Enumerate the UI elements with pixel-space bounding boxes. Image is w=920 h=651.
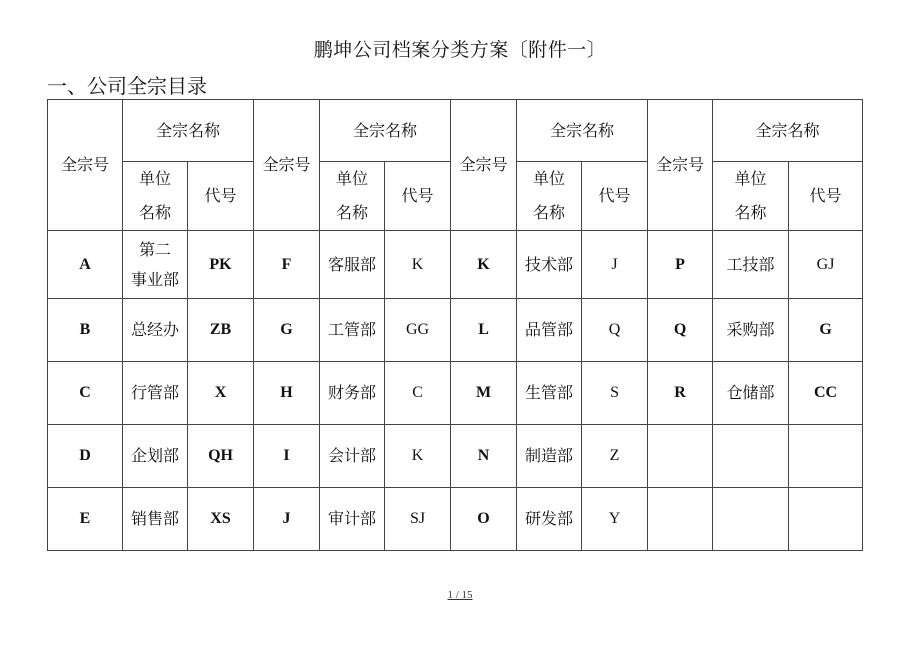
unit-name-cell: 技术部 bbox=[517, 231, 582, 299]
code-cell: G bbox=[789, 299, 863, 362]
fonds-no-cell: A bbox=[48, 231, 123, 299]
header-fonds-no: 全宗号 bbox=[648, 100, 713, 231]
empty-cell bbox=[648, 425, 713, 488]
unit-name-cell: 仓储部 bbox=[713, 362, 789, 425]
code-cell: X bbox=[188, 362, 254, 425]
header-fonds-name: 全宗名称 bbox=[713, 100, 863, 162]
table-row bbox=[48, 362, 863, 425]
header-unit-name: 单位 名称 bbox=[517, 162, 582, 231]
header-code: 代号 bbox=[385, 162, 451, 231]
code-cell: XS bbox=[188, 488, 254, 551]
unit-name-cell: 工管部 bbox=[320, 299, 385, 362]
code-cell: Z bbox=[582, 425, 648, 488]
code-cell: CC bbox=[789, 362, 863, 425]
table-row bbox=[48, 231, 863, 299]
table-row bbox=[48, 299, 863, 362]
header-unit-name: 单位 名称 bbox=[123, 162, 188, 231]
unit-name-cell: 行管部 bbox=[123, 362, 188, 425]
empty-cell bbox=[713, 425, 789, 488]
fonds-no-cell: F bbox=[254, 231, 320, 299]
empty-cell bbox=[789, 488, 863, 551]
page-number: 1 / 15 bbox=[447, 589, 473, 601]
fonds-no-cell: N bbox=[451, 425, 517, 488]
unit-name-cell: 会计部 bbox=[320, 425, 385, 488]
fonds-no-cell: Q bbox=[648, 299, 713, 362]
unit-name-cell: 财务部 bbox=[320, 362, 385, 425]
fonds-no-cell: E bbox=[48, 488, 123, 551]
unit-name-cell: 审计部 bbox=[320, 488, 385, 551]
header-fonds-no: 全宗号 bbox=[48, 100, 123, 231]
code-cell: Y bbox=[582, 488, 648, 551]
header-fonds-no: 全宗号 bbox=[254, 100, 320, 231]
fonds-no-cell: L bbox=[451, 299, 517, 362]
table-row bbox=[48, 488, 863, 551]
unit-name-cell: 采购部 bbox=[713, 299, 789, 362]
fonds-no-cell: J bbox=[254, 488, 320, 551]
header-fonds-name: 全宗名称 bbox=[320, 100, 451, 162]
fonds-no-cell: G bbox=[254, 299, 320, 362]
empty-cell bbox=[713, 488, 789, 551]
code-cell: ZB bbox=[188, 299, 254, 362]
header-code: 代号 bbox=[789, 162, 863, 231]
unit-name-cell: 第二 事业部 bbox=[123, 231, 188, 299]
fonds-no-cell: O bbox=[451, 488, 517, 551]
fonds-catalog-table bbox=[47, 99, 863, 551]
empty-cell bbox=[648, 488, 713, 551]
code-cell: GG bbox=[385, 299, 451, 362]
code-cell: Q bbox=[582, 299, 648, 362]
code-cell: S bbox=[582, 362, 648, 425]
unit-name-cell: 客服部 bbox=[320, 231, 385, 299]
document-title: 鹏坤公司档案分类方案〔附件一〕 bbox=[313, 39, 607, 61]
unit-name-cell: 工技部 bbox=[713, 231, 789, 299]
section-heading: 一、公司全宗目录 bbox=[47, 74, 207, 98]
code-cell: J bbox=[582, 231, 648, 299]
code-cell: GJ bbox=[789, 231, 863, 299]
fonds-no-cell: M bbox=[451, 362, 517, 425]
header-code: 代号 bbox=[188, 162, 254, 231]
header-row-1 bbox=[48, 100, 863, 162]
code-cell: SJ bbox=[385, 488, 451, 551]
fonds-no-cell: I bbox=[254, 425, 320, 488]
header-unit-name: 单位 名称 bbox=[320, 162, 385, 231]
unit-name-cell: 销售部 bbox=[123, 488, 188, 551]
header-unit-name: 单位 名称 bbox=[713, 162, 789, 231]
header-fonds-name: 全宗名称 bbox=[123, 100, 254, 162]
unit-name-cell: 品管部 bbox=[517, 299, 582, 362]
fonds-no-cell: K bbox=[451, 231, 517, 299]
empty-cell bbox=[789, 425, 863, 488]
unit-name-cell: 企划部 bbox=[123, 425, 188, 488]
code-cell: C bbox=[385, 362, 451, 425]
unit-name-cell: 制造部 bbox=[517, 425, 582, 488]
fonds-no-cell: C bbox=[48, 362, 123, 425]
fonds-no-cell: D bbox=[48, 425, 123, 488]
header-fonds-no: 全宗号 bbox=[451, 100, 517, 231]
unit-name-cell: 生管部 bbox=[517, 362, 582, 425]
code-cell: K bbox=[385, 425, 451, 488]
fonds-no-cell: B bbox=[48, 299, 123, 362]
unit-name-cell: 研发部 bbox=[517, 488, 582, 551]
header-fonds-name: 全宗名称 bbox=[517, 100, 648, 162]
unit-name-cell: 总经办 bbox=[123, 299, 188, 362]
header-code: 代号 bbox=[582, 162, 648, 231]
fonds-no-cell: R bbox=[648, 362, 713, 425]
table-row bbox=[48, 425, 863, 488]
fonds-no-cell: P bbox=[648, 231, 713, 299]
code-cell: QH bbox=[188, 425, 254, 488]
fonds-no-cell: H bbox=[254, 362, 320, 425]
code-cell: K bbox=[385, 231, 451, 299]
code-cell: PK bbox=[188, 231, 254, 299]
